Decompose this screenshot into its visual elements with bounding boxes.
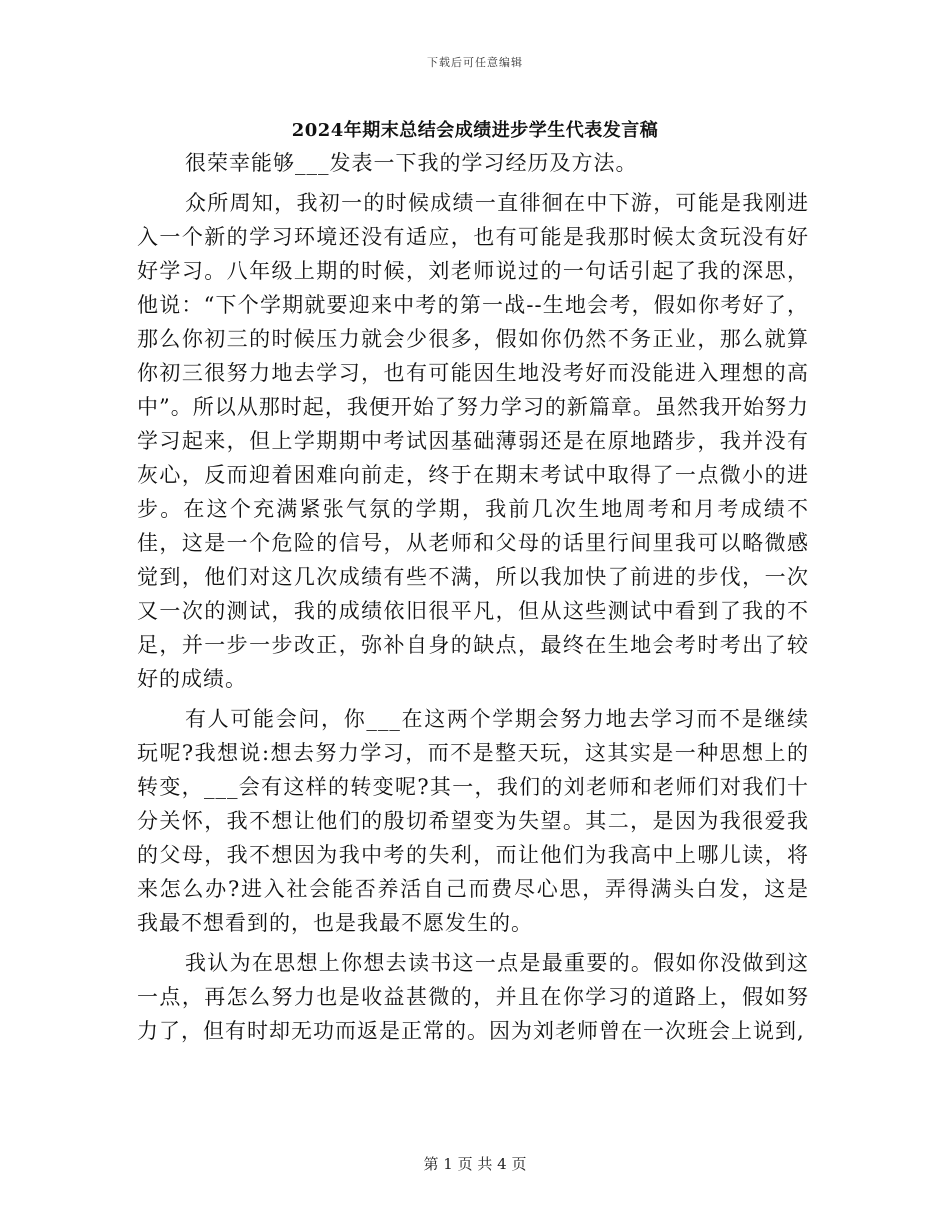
- document-body: [137, 146, 809, 1054]
- paragraph-mindset: 我认为在思想上你想去读书这一点是最重要的。假如你没做到这一点，再怎么努力也是收益甚微的，并且在你学习的道路上，假如努力了，但有时却无功而返是正常的。因为刘老师曾在一次班会上说到,: [137, 951, 809, 1043]
- paragraph-opening: 很荣幸能够___发表一下我的学习经历及方法。: [185, 151, 638, 175]
- page-number: 第 1 页 共 4 页: [423, 1155, 527, 1173]
- page-header-note: 下载后可任意编辑: [427, 56, 523, 69]
- paragraph-motivation: 有人可能会问，你___在这两个学期会努力地去学习而不是继续玩呢?我想说:想去努力学习，而不是整天玩，这其实是一种思想上的转变，___会有这样的转变呢?其一，我们的刘老师和老师们对我们十分关怀，我不想让他们的殷切希望变为失望。其二，是因为我很爱我的父母，我不想因为我中考的失利，而让他们为我高中上哪儿读，将来怎么办?进入社会能否养活自己而费尽心思，弄得满头白发，这是我最不想看到的，也是我最不愿发生的。: [137, 707, 809, 935]
- paragraph-experience: 众所周知，我初一的时候成绩一直徘徊在中下游，可能是我刚进入一个新的学习环境还没有适应，也有可能是我那时候太贪玩没有好好学习。八年级上期的时候，刘老师说过的一句话引起了我的深思，他说：“下个学期就要迎来中考的第一战--生地会考，假如你考好了，那么你初三的时候压力就会少很多，假如你仍然不务正业，那么就算你初三很努力地去学习，也有可能因生地没考好而没能进入理想的高中”。所以从那时起，我便开始了努力学习的新篇章。虽然我开始努力学习起来，但上学期期中考试因基础薄弱还是在原地踏步，我并没有灰心，反而迎着困难向前走，终于在期末考试中取得了一点微小的进步。在这个充满紧张气氛的学期，我前几次生地周考和月考成绩不佳，这是一个危险的信号，从老师和父母的话里行间里我可以略微感觉到，他们对这几次成绩有些不满，所以我加快了前进的步伐，一次又一次的测试，我的成绩依旧很平凡，但从这些测试中看到了我的不足，并一步一步改正，弥补自身的缺点，最终在生地会考时考出了较好的成绩。: [137, 191, 809, 691]
- document-title: 2024年期末总结会成绩进步学生代表发言稿: [291, 120, 659, 141]
